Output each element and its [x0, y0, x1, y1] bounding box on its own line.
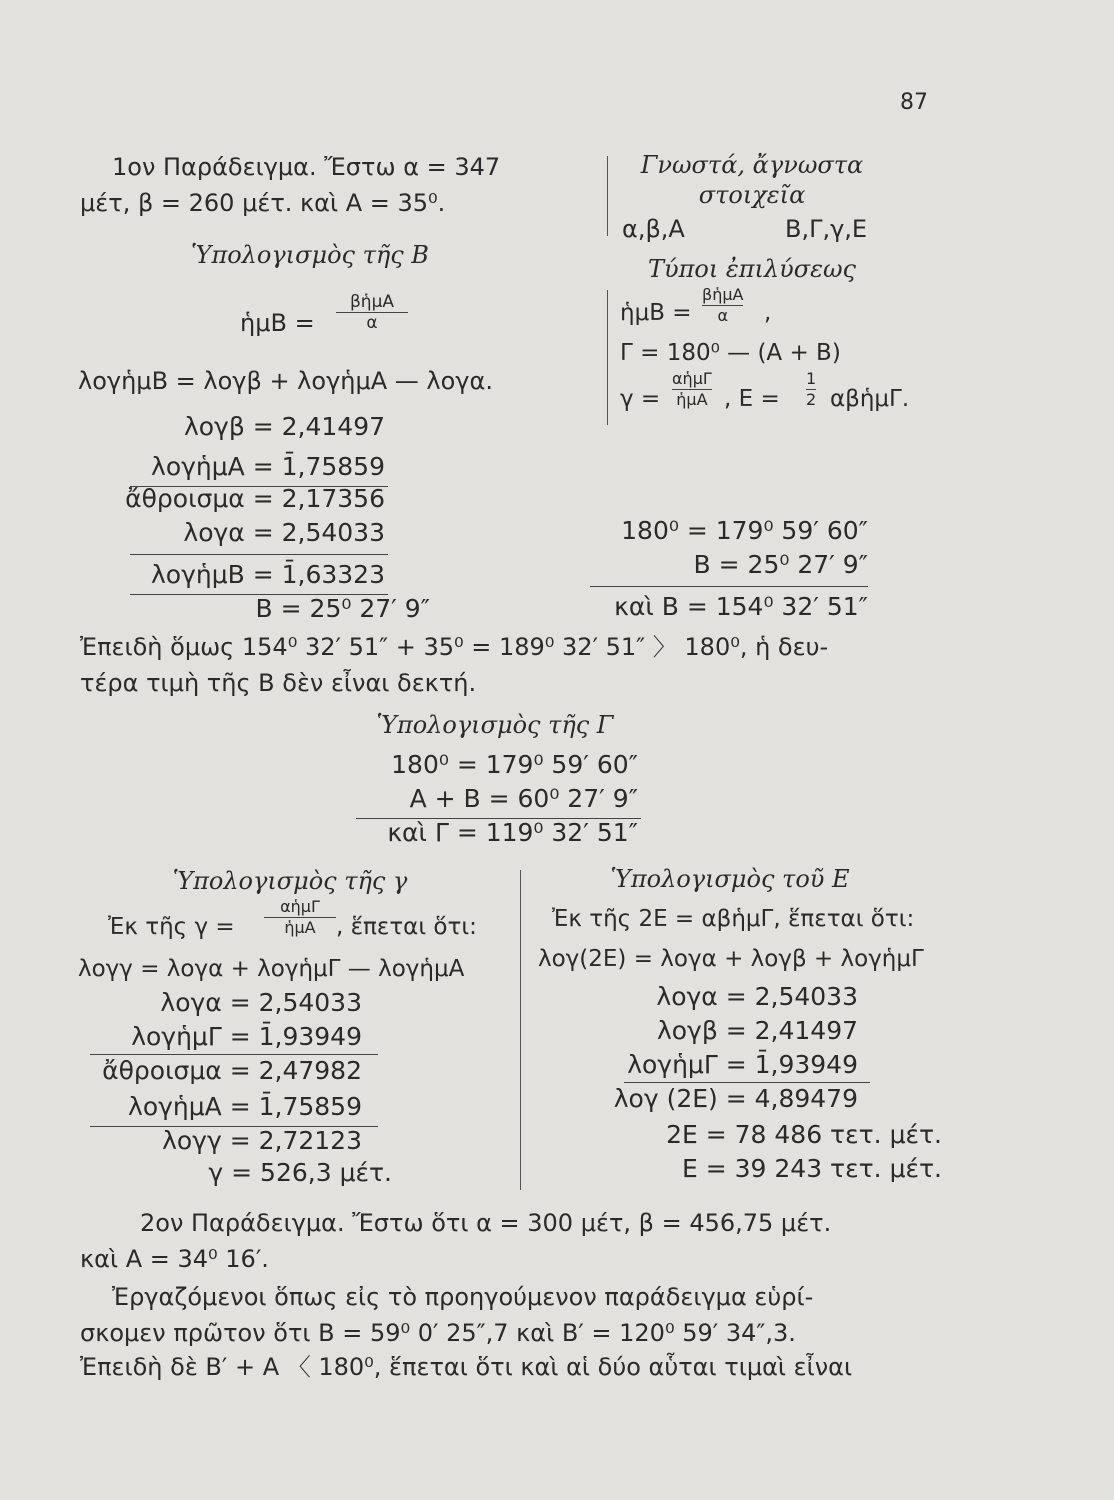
unknown-elements: Β,Γ,γ,Ε: [785, 215, 868, 243]
calc-e-row-loga: λογα = 2,54033: [656, 982, 858, 1011]
calc-e-row-log2E: λογ (2Ε) = 4,89479: [613, 1084, 858, 1113]
calc-b-row-loghmB: λογἡμΒ = 1̄,63323: [150, 560, 385, 589]
calc-gamma-cap-heading: Ὑπολογισμὸς τῆς Γ: [376, 711, 614, 739]
paragraph-1-line-2: τέρα τιμὴ τῆς Β δὲν εἶναι δεκτή.: [80, 669, 477, 697]
formula-1-fraction: [702, 286, 743, 325]
column-divider-formulas: [607, 290, 608, 425]
calc-gamma-row-logg: λογγ = 2,72123: [162, 1126, 362, 1155]
formula-3-mid: , Ε =: [724, 386, 780, 412]
calc-b-row-logb: λογβ = 2,41497: [183, 412, 385, 441]
calc-b2-row-3: καὶ Β = 154⁰ 32′ 51″: [614, 592, 868, 621]
calc-b-row-result: Β = 25⁰ 27′ 9″: [255, 594, 430, 623]
formula-3-half: [806, 370, 816, 409]
calc-gamma-row-loghmG: λογἡμΓ = 1̄,93949: [131, 1022, 362, 1051]
example-2-line-2: καὶ Α = 34⁰ 16′.: [80, 1245, 269, 1273]
formula-3-lhs: γ =: [620, 386, 661, 412]
calc-gamma-cap-row-3: καὶ Γ = 119⁰ 32′ 51″: [387, 818, 638, 847]
calc-gamma-row-loghmA: λογἡμΑ = 1̄,75859: [128, 1092, 362, 1121]
calc-b-row-loghmA: λογἡμΑ = 1̄,75859: [151, 452, 385, 481]
calc-gamma-intro-denominator: ἡμΑ: [284, 918, 316, 937]
solution-formulas-title: Τύποι ἐπιλύσεως: [648, 255, 856, 283]
formula-3-half-denominator: 2: [806, 390, 817, 409]
calc-gamma-log-formula: λογγ = λογα + λογἡμΓ — λογἡμΑ: [78, 956, 465, 982]
calc-gamma-cap-row-1: 180⁰ = 179⁰ 59′ 60″: [391, 750, 638, 779]
calc-gamma-intro-lhs: Ἐκ τῆς γ =: [108, 914, 235, 940]
example-2-line-1: 2ον Παράδειγμα. Ἔστω ὅτι α = 300 μέτ, β = 456,75 μέτ.: [140, 1209, 832, 1237]
calc-e-row-E: Ε = 39 243 τετ. μέτ.: [682, 1154, 942, 1183]
calc-e-row-logb: λογβ = 2,41497: [656, 1016, 858, 1045]
calc-gamma-heading: Ὑπολογισμὸς τῆς γ: [172, 867, 408, 895]
calc-gamma-intro-tail: , ἕπεται ὅτι:: [336, 914, 477, 940]
formula-1-denominator: α: [717, 306, 729, 325]
calc-gamma-intro-numerator: αἡμΓ: [280, 897, 320, 916]
calc-b-formula-lhs: ἡμΒ =: [240, 309, 315, 337]
formula-1-tail: ,: [764, 300, 772, 326]
example-2-line-3: Ἐργαζόμενοι ὅπως εἰς τὸ προηγούμενον παράδειγμα εὑρί-: [112, 1283, 814, 1311]
known-unknown-title: Γνωστά, ἄγνωστα: [640, 151, 864, 179]
calc-gamma-row-sum: ἄθροισμα = 2,47982: [102, 1056, 362, 1085]
calc-b-rule-2: [130, 554, 388, 555]
calc-b-denominator: α: [366, 313, 378, 333]
column-divider-top: [607, 156, 608, 236]
calc-b-fraction: [336, 293, 408, 332]
calc-gamma-intro-fraction: [264, 898, 336, 937]
formula-1-lhs: ἡμΒ =: [620, 300, 692, 326]
formula-3-half-numerator: 1: [806, 369, 817, 388]
calc-gamma-row-loga: λογα = 2,54033: [160, 988, 362, 1017]
example-1-line-1: 1ον Παράδειγμα. Ἔστω α = 347: [112, 153, 501, 181]
calc-b-log-formula: λογἡμΒ = λογβ + λογἡμΑ — λογα.: [78, 367, 493, 395]
calc-b-row-loga: λογα = 2,54033: [183, 518, 385, 547]
formula-3-denominator: ἡμΑ: [676, 390, 708, 409]
column-divider-bottom: [520, 870, 521, 1190]
paragraph-1-line-1: Ἐπειδὴ ὅμως 154⁰ 32′ 51″ + 35⁰ = 189⁰ 32′ 51″ 〉 180⁰, ἡ δευ-: [80, 633, 829, 661]
formula-2: Γ = 180⁰ — (Α + Β): [620, 340, 841, 366]
calc-gamma-rule-1: [90, 1054, 378, 1055]
calc-b2-row-2: Β = 25⁰ 27′ 9″: [693, 550, 868, 579]
calc-gamma-cap-row-2: Α + Β = 60⁰ 27′ 9″: [409, 784, 638, 813]
calc-b-heading: Ὑπολογισμὸς τῆς Β: [191, 241, 429, 269]
calc-e-row-2E: 2Ε = 78 486 τετ. μέτ.: [666, 1120, 942, 1149]
calc-e-row-loghmG: λογἡμΓ = 1̄,93949: [627, 1050, 858, 1079]
calc-e-rule: [624, 1082, 870, 1083]
calc-e-heading: Ὑπολογισμὸς τοῦ Ε: [610, 865, 850, 893]
formula-3-fraction: [672, 370, 712, 409]
calc-b2-row-1: 180⁰ = 179⁰ 59′ 60″: [621, 516, 868, 545]
formula-3-tail: αβἡμΓ.: [830, 386, 910, 412]
formula-1-numerator: βἡμΑ: [702, 285, 744, 304]
example-2-line-5: Ἐπειδὴ δὲ Β′ + Α 〈 180⁰, ἕπεται ὅτι καὶ αἱ δύο αὗται τιμαὶ εἶναι: [80, 1353, 853, 1381]
page-number: 87: [900, 90, 928, 115]
calc-b2-rule: [590, 586, 868, 587]
calc-gamma-row-result: γ = 526,3 μέτ.: [208, 1158, 392, 1187]
calc-b-row-sum: ἄθροισμα = 2,17356: [125, 484, 385, 513]
calc-e-log-formula: λογ(2Ε) = λογα + λογβ + λογἡμΓ: [538, 946, 924, 972]
example-1-line-2: μέτ, β = 260 μέτ. καὶ Α = 35⁰.: [80, 189, 446, 217]
example-2-line-4: σκομεν πρῶτον ὅτι Β = 59⁰ 0′ 25″,7 καὶ Β′ = 120⁰ 59′ 34″,3.: [80, 1319, 796, 1347]
calc-b-numerator: βἡμΑ: [349, 292, 395, 312]
known-elements: α,β,Α: [622, 215, 685, 243]
formula-3-numerator: αἡμΓ: [672, 369, 712, 388]
elements-title: στοιχεῖα: [698, 181, 806, 209]
calc-e-intro: Ἐκ τῆς 2Ε = αβἡμΓ, ἕπεται ὅτι:: [552, 906, 915, 932]
